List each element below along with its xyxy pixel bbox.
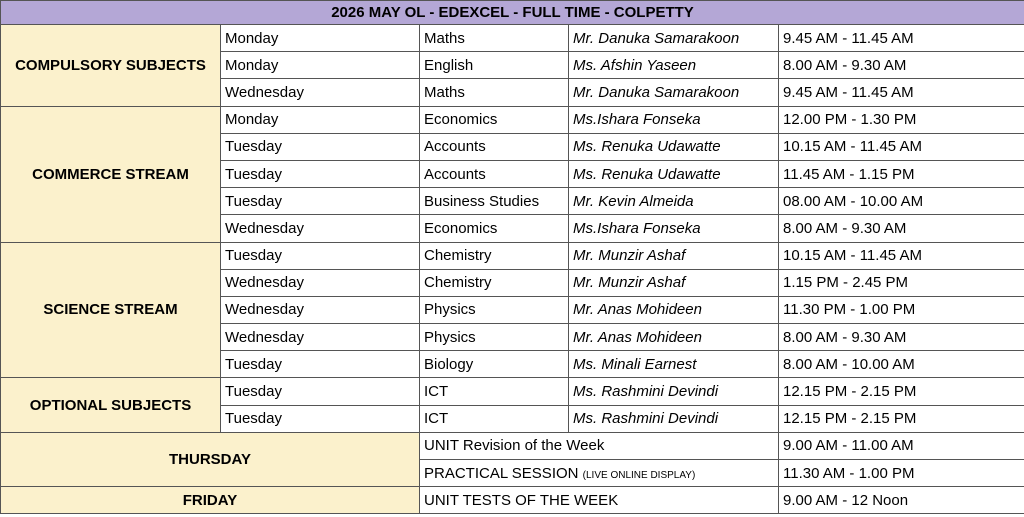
day-cell: Monday xyxy=(221,106,420,133)
day-cell: Tuesday xyxy=(221,242,420,269)
subject-cell: Business Studies xyxy=(420,188,569,215)
time-cell: 9.45 AM - 11.45 AM xyxy=(779,79,1024,106)
time-cell: 9.00 AM - 12 Noon xyxy=(779,487,1024,514)
subject-cell: Chemistry xyxy=(420,269,569,296)
time-cell: 11.30 AM - 1.00 PM xyxy=(779,460,1024,487)
time-cell: 1.15 PM - 2.45 PM xyxy=(779,269,1024,296)
teacher-cell: Mr. Munzir Ashaf xyxy=(569,242,779,269)
subject-cell: Accounts xyxy=(420,160,569,187)
subject-cell: Biology xyxy=(420,351,569,378)
activity-label: UNIT Revision of the Week xyxy=(424,437,605,455)
time-cell: 8.00 AM - 10.00 AM xyxy=(779,351,1024,378)
time-cell: 10.15 AM - 11.45 AM xyxy=(779,242,1024,269)
teacher-cell: Ms. Afshin Yaseen xyxy=(569,52,779,79)
subject-cell: Physics xyxy=(420,324,569,351)
teacher-cell: Ms. Renuka Udawatte xyxy=(569,133,779,160)
time-cell: 8.00 AM - 9.30 AM xyxy=(779,324,1024,351)
teacher-cell: Ms. Rashmini Devindi xyxy=(569,378,779,405)
time-cell: 8.00 AM - 9.30 AM xyxy=(779,52,1024,79)
time-cell: 12.15 PM - 2.15 PM xyxy=(779,378,1024,405)
time-cell: 08.00 AM - 10.00 AM xyxy=(779,188,1024,215)
subject-cell: English xyxy=(420,52,569,79)
activity-cell xyxy=(420,487,779,514)
subject-cell: Maths xyxy=(420,25,569,52)
time-cell: 11.30 PM - 1.00 PM xyxy=(779,296,1024,323)
table-row xyxy=(1,487,1024,514)
teacher-cell: Ms. Minali Earnest xyxy=(569,351,779,378)
activity-cell xyxy=(420,460,779,487)
day-cell: Wednesday xyxy=(221,296,420,323)
day-cell: Tuesday xyxy=(221,405,420,432)
table-row xyxy=(1,378,1024,405)
time-cell: 9.00 AM - 11.00 AM xyxy=(779,432,1024,459)
table-row xyxy=(1,106,1024,133)
day-cell: Wednesday xyxy=(221,79,420,106)
table-row xyxy=(1,432,1024,459)
teacher-cell: Mr. Anas Mohideen xyxy=(569,296,779,323)
time-cell: 12.15 PM - 2.15 PM xyxy=(779,405,1024,432)
title-row xyxy=(1,1,1024,25)
teacher-cell: Ms. Rashmini Devindi xyxy=(569,405,779,432)
teacher-cell: Ms.Ishara Fonseka xyxy=(569,215,779,242)
subject-cell: ICT xyxy=(420,378,569,405)
activity-cell xyxy=(420,432,779,459)
time-cell: 11.45 AM - 1.15 PM xyxy=(779,160,1024,187)
section-science-stream: SCIENCE STREAM xyxy=(1,242,221,378)
section-optional-subjects: OPTIONAL SUBJECTS xyxy=(1,378,221,432)
subject-cell: Physics xyxy=(420,296,569,323)
subject-cell: Accounts xyxy=(420,133,569,160)
teacher-cell: Mr. Anas Mohideen xyxy=(569,324,779,351)
day-cell: Tuesday xyxy=(221,160,420,187)
teacher-cell: Ms.Ishara Fonseka xyxy=(569,106,779,133)
subject-cell: Chemistry xyxy=(420,242,569,269)
time-cell: 10.15 AM - 11.45 AM xyxy=(779,133,1024,160)
table-row xyxy=(1,242,1024,269)
teacher-cell: Mr. Danuka Samarakoon xyxy=(569,25,779,52)
subject-cell: ICT xyxy=(420,405,569,432)
subject-cell: Maths xyxy=(420,79,569,106)
day-cell: Wednesday xyxy=(221,324,420,351)
activity-note: (LIVE ONLINE DISPLAY) xyxy=(582,469,696,481)
teacher-cell: Mr. Danuka Samarakoon xyxy=(569,79,779,106)
teacher-cell: Ms. Renuka Udawatte xyxy=(569,160,779,187)
day-cell: Tuesday xyxy=(221,378,420,405)
time-cell: 8.00 AM - 9.30 AM xyxy=(779,215,1024,242)
subject-cell: Economics xyxy=(420,215,569,242)
time-cell: 12.00 PM - 1.30 PM xyxy=(779,106,1024,133)
timetable-title: 2026 MAY OL - EDEXCEL - FULL TIME - COLPETTY xyxy=(1,1,1024,25)
section-thursday: THURSDAY xyxy=(1,432,420,486)
section-compulsory-subjects: COMPULSORY SUBJECTS xyxy=(1,25,221,107)
day-cell: Wednesday xyxy=(221,269,420,296)
table-row xyxy=(1,25,1024,52)
day-cell: Monday xyxy=(221,25,420,52)
section-commerce-stream: COMMERCE STREAM xyxy=(1,106,221,242)
day-cell: Tuesday xyxy=(221,188,420,215)
section-friday: FRIDAY xyxy=(1,487,420,514)
day-cell: Tuesday xyxy=(221,133,420,160)
time-cell: 9.45 AM - 11.45 AM xyxy=(779,25,1024,52)
subject-cell: Economics xyxy=(420,106,569,133)
teacher-cell: Mr. Munzir Ashaf xyxy=(569,269,779,296)
activity-label: PRACTICAL SESSION xyxy=(424,464,579,482)
day-cell: Tuesday xyxy=(221,351,420,378)
day-cell: Monday xyxy=(221,52,420,79)
activity-label: UNIT TESTS OF THE WEEK xyxy=(424,491,619,509)
day-cell: Wednesday xyxy=(221,215,420,242)
teacher-cell: Mr. Kevin Almeida xyxy=(569,188,779,215)
